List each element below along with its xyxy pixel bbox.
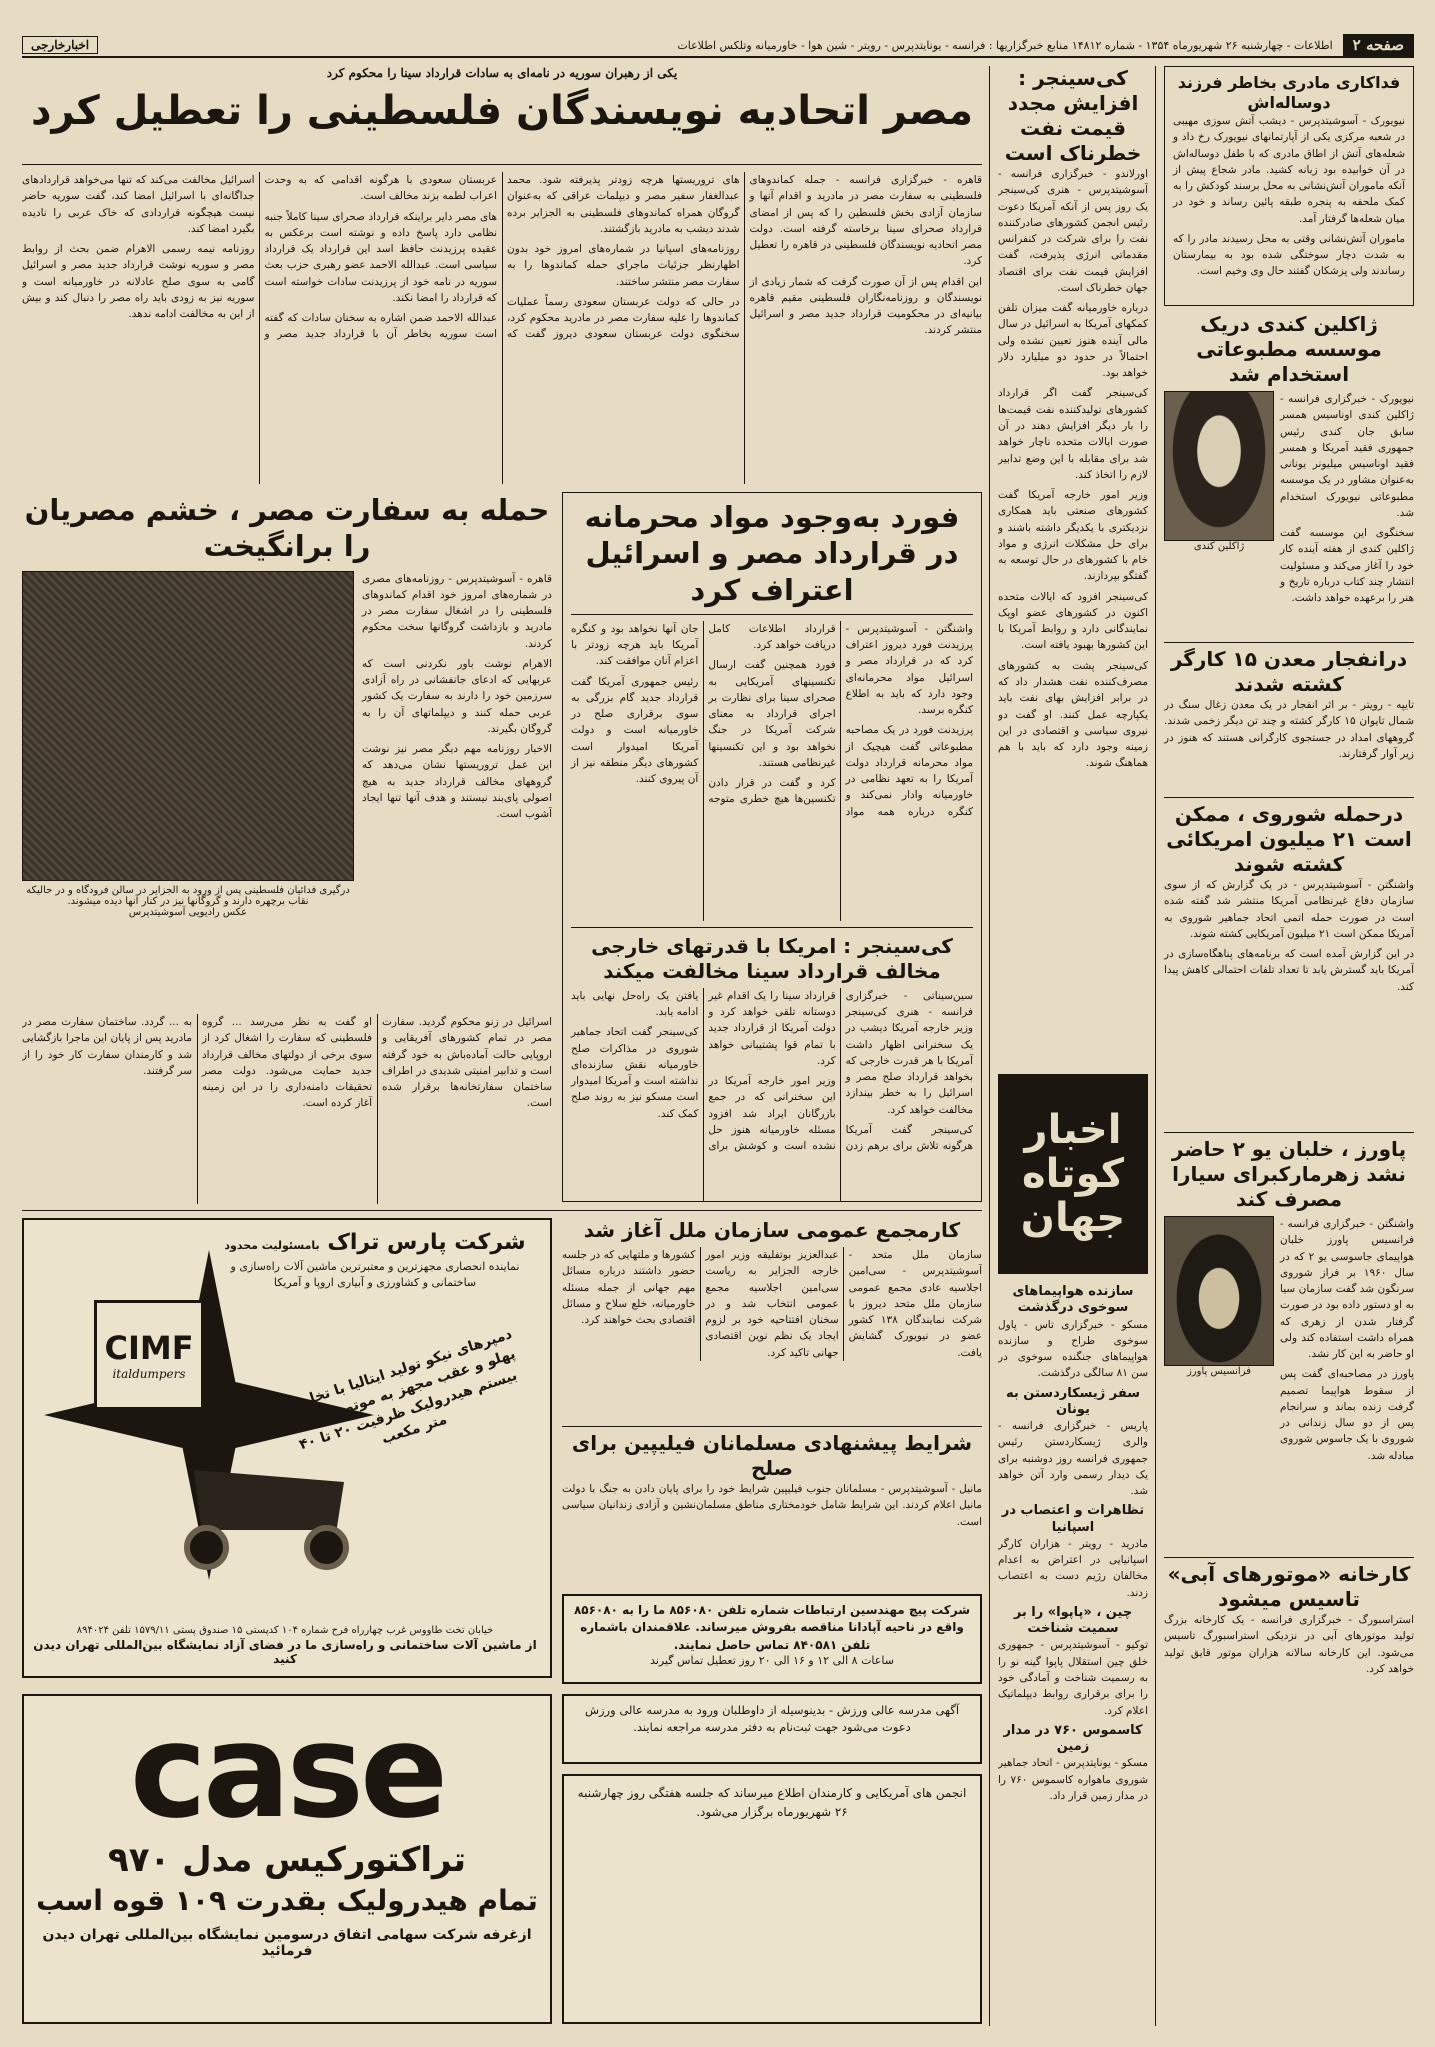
oil-body-1: اورلاندو - خبرگزاری فرانسه - آسوشیتدپرس - هنری کی‌سینجر یک روز پس از آنکه آمریکا دعوت رئیس انجمن کشورهای صادرکننده نفت را برای شرکت در کنفرانس مقدماتی انرژی پذیرفت، گفت افزایش قیمت نفت برای اقتصاد جهان خطرناک است. [998, 168, 1148, 294]
oil-body-3: کی‌سینجر گفت اگر قرارداد کشورهای تولیدکننده نفت قیمت‌ها را بار دیگر افزایش دهند در آن صورت ایالات متحده ناچار خواهد شد برای مقابله با این وضع تدابیر لازم را اتخاذ کند. [998, 387, 1148, 481]
attack-body-2: الاهرام نوشت باور نکردنی است که عربهایی که ادعای جانفشانی در راه آزادی سرزمین خود را دارند به سفارت یک کشور عربی حمله کنند و دیپلماتهای آن را به گروگان بگیرند. [362, 657, 552, 735]
pipe-ad-text: شرکت پیچ مهندسین ارتباطات شماره تلفن ۸۵۶۰۸۰ ما را به ۸۵۶۰۸۰ واقع در ناحیه آپادانا مناقصه بفروش میرساند. علاقمندان باشماره تلفن ۸۴۰۵۸۱ تماس حاصل نمایند. [573, 1603, 971, 1652]
pipe-ad-note: ساعات ۸ الی ۱۲ و ۱۶ الی ۲۰ روز تعطیل تماس گیرند [650, 1654, 894, 1668]
short-news-item: سازنده هواپیماهای سوخوی درگذشت مسکو - خبرگزاری تاس - پاول سوخوی طراح و سازنده هواپیماهای جنگنده سوخوی در سن ۸۱ سالگی درگذشت. [998, 1284, 1148, 1380]
powers-body-2: پاورز در مصاحبه‌ای گفت پس از سقوط هواپیما تصمیم گرفت زنده بماند و سرانجام پس از دو سال زندانی در شوروی با یک جاسوس شوروی مبادله شد. [1280, 1368, 1414, 1462]
oil-body-2: درباره خاورمیانه گفت میزان تلفن کمکهای آمریکا به اسرائیل در سال مالی آینده هنوز تعیین نشده ولی احتمالاً در حدود دو میلیارد دلار خواهد بود. [998, 302, 1148, 380]
main-body-2: این اقدام پس از آن صورت گرفت که شمار زیادی از نویسندگان و روزنامه‌نگاران فلسطینی مقیم قاهره بیانیه‌ای در محکومیت قرارداد جدید مصر و اسرائیل منتشر کردند. [749, 275, 982, 337]
short-news-item: کاسموس ۷۶۰ در مدار زمین مسکو - یونایتدپرس - اتحاد جماهیر شوروی ماهواره کاسموس ۷۶۰ را در مدار زمین قرار داد. [998, 1722, 1148, 1802]
sports-ad-text: آگهی مدرسه عالی ورزش - بدینوسیله از داوطلبان ورود به مدرسه عالی ورزش دعوت می‌شود جهت ثبت‌نام به دفتر مدرسه مراجعه نمایند. [584, 1703, 960, 1734]
jackie-caption: ژاکلین کندی [1193, 541, 1245, 552]
masthead-line: اطلاعات - چهارشنبه ۲۶ شهریورماه ۱۳۵۴ - شماره ۱۴۸۱۲ منابع خبرگزاریها : فرانسه - یونایتدپرس - رویتر - شین هوا - خاورمیانه وتلکس اطلاعات [677, 38, 1333, 52]
un-story [562, 1218, 982, 1418]
powers-photo [1164, 1216, 1274, 1366]
short-news-list [998, 1284, 1148, 2029]
ford-headline: فورد به‌وجود مواد محرمانه در قرارداد مصر و اسرائیل اعتراف کرد [584, 500, 960, 607]
jackie-body-2: سخنگوی این موسسه گفت ژاکلین کندی از هفته آینده کار خود را آغاز می‌کند و مسئولیت انتشار چند کتاب درباره تاریخ و هنر را برعهده خواهد داشت. [1280, 527, 1414, 605]
ford-story-box [562, 492, 982, 1202]
main-kicker: یکی از رهبران سوریه در نامه‌ای به سادات قرارداد سینا را محکوم کرد [326, 66, 678, 80]
right-column [1164, 66, 1414, 2026]
sports-school-ad [562, 1694, 982, 1764]
mother-headline: فداکاری مادری بخاطر فرزند دوساله‌اش [1177, 73, 1401, 112]
ford-body-2: پرزیدنت فورد در یک مصاحبه مطبوعاتی گفت هیچیک از مواد محرمانه قرارداد دولت آمریکا را به تعهد نظامی در خاورمیانه وادار نمی‌کند و کنگره درباره همه مواد قرارداد اطلاعات کامل دریافت خواهد کرد. [708, 622, 973, 818]
un-body-3: کشورها و ملتهایی که در جلسه حضور داشتند درباره مسائل مهم جهانی از جمله مسئله خاورمیانه، خلع سلاح و مسائل اقتصادی بحث خواهند کرد. [562, 1249, 696, 1327]
attack-body-4: اسرائیل در زنو محکوم گردید. سفارت مصر در تمام کشورهای آفریقایی و اروپایی حالت آماده‌باش به خود گرفته است و تدابیر امنیتی شدیدی در اطراف ساختمان سفارتخانه‌ها برقرار شده است. [382, 1016, 552, 1110]
opponents-body-3: وزیر امور خارجه آمریکا در این سخنرانی که در جمع بازرگانان ایراد شد افزود مسئله خاورمیانه هنوز حل نشده است و کوشش برای یافتن یک راه‌حل نهایی باید ادامه یابد. [571, 989, 836, 1153]
ford-body-3: فورد همچنین گفت ارسال تکنسینهای آمریکایی به صحرای سینا برای نظارت بر اجرای قرارداد به معنای شرکت آمریکا در جنگ نخواهد بود و این تکنسینها غیرنظامی هستند. [708, 659, 836, 769]
main-body-7: عبدالله الاحمد ضمن اشاره به سخنان سادات که گفته است سوریه بخاطر آن با قرارداد جدید مصر و اسرائیل مخالفت می‌کند که تنها می‌خواهد قراردادهای جداگانه‌ای با اسرائیل امضا کند، گفت سوریه حاضر نیست هیچگونه قراردادی که خاک عربی را نادیده بگیرد امضا کند. [22, 174, 497, 341]
kissinger-oil-column [998, 66, 1148, 1066]
kissinger-opponents-headline: کی‌سینجر : امریکا با قدرتهای خارجی مخالف قرارداد سینا مخالفت میکند [591, 933, 953, 983]
mine-body: تایپه - رویتر - بر اثر انفجار در یک معدن زغال سنگ در شمال تایوان ۱۵ کارگر کشته و چند تن دیگر زخمی شدند. گروههای امداد در جستجوی کارگرانی هستند که هنوز در زیر آوار گرفتارند. [1164, 699, 1414, 760]
soviet-attack-story [1164, 802, 1414, 1132]
main-story-body [22, 172, 982, 484]
un-headline: کارمجمع عمومی سازمان ملل آغاز شد [583, 1218, 961, 1242]
short-news-item: سفر ژیسکاردستن به یونان پاریس - خبرگزاری فرانسه - والری ژیسکاردستن رئیس جمهوری فرانسه روز دوشنبه برای یک دیدار رسمی وارد آتن خواهد شد. [998, 1385, 1148, 1498]
section-label: اخبارخارجی [22, 36, 98, 54]
main-body-5: در حالی که دولت عربستان سعودی رسماً عملیات کماندوها را علیه سفارت مصر در مادرید محکوم کرد، سخنگوی دولت عربستان سعودی دیروز گفت که عربستان سعودی با هرگونه اقدامی که به وحدت اعراب لطمه بزند مخالف است. [264, 174, 740, 341]
pars-trac-company: شرکت پارس تراک بامسئولیت محدود [224, 1230, 526, 1255]
philippines-headline: شرایط پیشنهادی مسلمانان فیلیپین برای صلح [571, 1431, 973, 1480]
notice-text: انجمن های آمریکایی و کارمندان اطلاع میرساند که جلسه هفتگی روز چهارشنبه ۲۶ شهریورماه برگزار می‌شود. [577, 1786, 967, 1819]
attack-headline: حمله به سفارت مصر ، خشم مصریان را برانگیخت [24, 493, 550, 564]
main-headline: مصر اتحادیه نویسندگان فلسطینی را تعطیل کرد [31, 88, 973, 134]
soviet-body-2: در این گزارش آمده است که برنامه‌های پناهگاه‌سازی در آمریکا باید گسترش یابد تا تعداد تلفات احتمالی کاهش پیدا کند. [1164, 948, 1414, 993]
oil-body-5: کی‌سینجر افزود که ایالات متحده اکنون در کشورهای عضو اوپک نمایندگانی دارد و روابط آمریکا با این کشورها بهبود یافته است. [998, 590, 1148, 652]
short-news-title-2: کوتاه [1022, 1151, 1124, 1197]
powers-headline: پاورز ، خلبان یو ۲ حاضر نشد زهرمارکبرای سیارا مصرف کند [1171, 1137, 1407, 1211]
main-body-8: روزنامه نیمه رسمی الاهرام ضمن بحث از روابط مصر و سوریه نوشت قرارداد جدید مصر و اسرائیل گامی به سوی صلح عادلانه در خاورمیانه است و سوریه نیز به زودی باید راه مصر را دنبال کند و بیش از این به مخالفت ادامه ندهد. [22, 243, 255, 321]
mother-story-box [1164, 66, 1414, 306]
opponents-body-4: کی‌سینجر گفت اتحاد جماهیر شوروی در مذاکرات صلح خاورمیانه نقش سازنده‌ای نداشته است و آمریکا امیدوار است مسکو نیز به روند صلح کمک کند. [571, 1026, 699, 1120]
motor-body: استراسبورگ - خبرگزاری فرانسه - یک کارخانه بزرگ تولید موتورهای آبی در نزدیکی استراسبورگ تاسیس می‌شود. این کارخانه سالانه هزاران موتور قایق تولید خواهد کرد. [1164, 1614, 1414, 1675]
philippines-body: مانیل - آسوشیتدپرس - مسلمانان جنوب فیلیپین شرایط خود را برای پایان دادن به جنگ با دولت مانیل اعلام کردند. این شرایط شامل خودمختاری مناطق مسلمان‌نشین و آزادی زندانیان سیاسی است. [562, 1483, 982, 1528]
masthead [22, 34, 1414, 58]
notice-ad [562, 1774, 982, 2024]
oil-body-6: کی‌سینجر پشت به کشورهای مصرف‌کننده نفت هشدار داد که در برابر افزایش بهای نفت باید یکپارچه عمل کنند. او گفت دو نیروی سیاسی و اقتصادی در این زمینه وجود دارد که باید با هم هماهنگ شوند. [998, 659, 1148, 770]
short-news-item: تظاهرات و اعتصاب در اسپانیا مادرید - رویتر - هزاران کارگر اسپانیایی در اعتراض به اعدام مخالفان رژیم دست به اعتصاب زدند. [998, 1503, 1148, 1599]
main-body-4: روزنامه‌های اسپانیا در شماره‌های امروز خود بدون اظهارنظر جزئیات ماجرای حمله کماندوها را به سفارت مصر منتشر ساختند. [507, 243, 740, 288]
soviet-headline: درحمله شوروی ، ممکن است ۲۱ میلیون امریکائی کشته شوند [1166, 802, 1412, 876]
attack-story-cont [22, 1014, 552, 1204]
page-number: صفحه ۲ [1343, 34, 1414, 56]
un-body-2: عبدالعزیز بوتفلیقه وزیر امور خارجه الجزایر به ریاست سی‌امین اجلاسیه مجمع عمومی انتخاب شد و در سخنان افتتاحیه خود بر لزوم ایجاد یک نظم نوین اقتصادی جهانی تاکید کرد. [705, 1249, 839, 1359]
attack-body-6: به ... گردد. ساختمان سفارت مصر در مادرید پس از پایان این ماجرا بازگشایی شد و کارمندان سفارت کار خود را از سر گرفتند. [22, 1016, 192, 1077]
powers-caption: فرانسیس پاورز [1186, 1366, 1252, 1377]
opponents-body-2: کی‌سینجر گفت آمریکا هرگونه تلاش برای برهم زدن قرارداد سینا را یک اقدام غیر دوستانه تلقی خواهد کرد و دولت آمریکا از قرارداد جدید با تمام قوا پشتیبانی خواهد کرد. [708, 989, 973, 1153]
mother-body-1: نیویورک - آسوشیتدپرس - دیشب آتش سوزی مهیبی در شعبه مرکزی یکی از آپارتمانهای نیویورک رخ داد و شعله‌های آتش از اطاق مادری که با طفل دوساله‌اش در آن خوابیده بود زبانه کشید. مادر شجاع پیش از آنکه ماموران آتش‌نشانی به محل برسند کودکش را به کمک ملحفه به پنجره طبقه پائین رساند و خود در میان شعله‌ها گرفتار آمد. [1173, 115, 1405, 225]
motor-headline: کارخانه «موتورهای آبی» تاسیس میشود [1167, 1562, 1411, 1611]
main-body-6: های مصر دایر براینکه قرارداد صحرای سینا کاملاً جنبه نظامی دارد پاسخ داده و نوشته است برعکس به عقیده پرزیدنت حافظ اسد این قرارداد یک قرارداد سیاسی است. عبدالله الاحمد عضو رهبری حزب بعث سوریه در نامه خود از پرزیدنت سادات خواسته است که قرارداد را امضا نکند. [264, 210, 497, 304]
pars-trac-slogan: دمپرهای نیکو تولید ایتالیا با تخلیه از پهلو و عقب مجهز به موتور دویتس بیستم هیدرولیک ظرفیت ۲۰ تا ۴۰ متر مکعب [276, 1326, 520, 1453]
case-line1: تراکتورکیس مدل ۹۷۰ [108, 1840, 466, 1880]
ford-body-1: واشنگتن - آسوشیتدپرس - پرزیدنت فورد دیروز اعتراف کرد که در قرارداد مصر و اسرائیل مواد محرمانه‌ای وجود دارد که باید به اطلاع کنگره برسد. [845, 622, 973, 717]
pars-trac-ad [22, 1218, 552, 1678]
jackie-headline: ژاکلین کندی دریک موسسه مطبوعاتی استخدام شد [1196, 312, 1382, 386]
pars-trac-footer: از ماشین آلات ساختمانی و راه‌سازی ما در فضای آزاد نمایشگاه بین‌المللی تهران دیدن کنید [33, 1638, 537, 1666]
motor-story [1164, 1562, 1414, 1862]
philippines-story [562, 1426, 982, 1586]
cimf-logo: CIMF italdumpers [94, 1300, 204, 1410]
short-news-title-3: جهان [1020, 1195, 1126, 1241]
main-body-3: های تروریستها هرچه زودتر پذیرفته شود. محمد عبدالغفار سفیر مصر و دیپلمات عراقی که به‌عنوان گروگان همراه کماندوهای فلسطینی به الجزایر برده شدند دیشب به مادرید بازگشتند. [507, 174, 740, 235]
case-tractor-ad [22, 1694, 552, 2024]
jackie-story [1164, 312, 1414, 642]
case-logo: case [129, 1695, 445, 1847]
attack-photo [22, 571, 354, 881]
attack-caption: درگیری فدائیان فلسطینی پس از ورود به الجزایر در سالن فرودگاه و در حالیکه نقاب برچهره دارند و گروگانها نیز در کنار آنها دیده میشوند. [26, 884, 350, 907]
oil-body-4: وزیر امور خارجه آمریکا گفت کشورهای صنعتی باید همکاری نزدیکتری با یکدیگر داشته باشند و برای حل مشکلات انرژی و مواد خام با کشورهای در حال توسعه به گفتگو بپردازند. [998, 489, 1148, 583]
newspaper-page [22, 34, 1414, 2030]
kissinger-oil-headline: کی‌سینجر : افزایش مجدد قیمت نفت خطرناک است [1004, 66, 1142, 165]
pars-trac-address: خیابان تخت طاووس غرب چهارراه فرح شماره ۱۰۴ کدپستی ۱۵ صندوق پستی ۱۵۷۹/۱۱ تلفن ۸۹۴۰۲۴ [76, 1625, 494, 1636]
pars-trac-intro: نماینده انحصاری مجهزترین و معتبرترین ماشین آلات راه‌سازی و ساختمانی و کشاورزی و آبیاری اروپا و آمریکا [230, 1260, 520, 1289]
case-line2: تمام هیدرولیک بقدرت ۱۰۹ قوه اسب [36, 1884, 538, 1917]
mine-headline: درانفجار معدن ۱۵ کارگر کشته شدند [1170, 647, 1408, 696]
attack-photo-credit: عکس رادیویی آسوشیتدپرس [128, 906, 248, 918]
short-news-title [998, 1074, 1148, 1274]
main-story-header [22, 66, 982, 162]
ford-body-4: کرد و گفت در قرار دادن تکنسین‌ها هیچ خطری متوجه جان آنها نخواهد بود و کنگره آمریکا باید هرچه زودتر با اعزام آنان موافقت کند. [571, 622, 836, 806]
soviet-body-1: واشنگتن - آسوشیتدپرس - در یک گزارش که از سوی سازمان دفاع غیرنظامی آمریکا منتشر شد گفته شده است در صورت حمله اتمی اتحاد جماهیر شوروی به آمریکا ممکن است ۲۱ میلیون آمریکایی کشته شوند. [1164, 879, 1414, 940]
mine-story [1164, 647, 1414, 797]
attack-body-3: الاخبار روزنامه مهم دیگر مصر نیز نوشت این عمل تروریستها نشان می‌دهد که گروههای مخالف قرارداد جدید به هیچ اصولی پای‌بند نیستند و هدف آنها تنها ایجاد آشوب است. [362, 743, 552, 821]
ford-body-5: رئیس جمهوری آمریکا گفت قرارداد جدید گام بزرگی به سوی برقراری صلح در خاورمیانه است و دولت آمریکا امیدوار است کشورهای دیگر منطقه نیز از آن پیروی کنند. [571, 675, 699, 786]
attack-body-1: قاهره - آسوشیتدپرس - روزنامه‌های مصری در شماره‌های امروز خود اقدام کماندوهای فلسطینی را در اشغال سفارت مصر در مادرید و بازداشت گروگانها سخت محکوم کردند. [362, 572, 552, 650]
jackie-body-1: نیویورک - خبرگزاری فرانسه - ژاکلین کندی اوناسیس همسر سابق جان کندی رئیس جمهوری فقید آمریکا و همسر فقید اوناسیس میلیونر یونانی به‌عنوان مشاور در یک موسسه مطبوعاتی نیویورک استخدام شد. [1280, 393, 1414, 519]
un-body-1: سازمان ملل متحد - آسوشیتدپرس - سی‌امین اجلاسیه عادی مجمع عمومی سازمان ملل متحد دیروز با شرکت نمایندگان ۱۳۸ کشور عضو در نیویورک گشایش یافت. [848, 1249, 982, 1359]
short-news-item: چین ، «پاپوا» را بر سمیت شناخت توکیو - آسوشیتدپرس - جمهوری خلق چین استقلال پاپوا گینه نو را به رسمیت شناخت و آمادگی خود را برای برقراری روابط دیپلماتیک اعلام کرد. [998, 1604, 1148, 1717]
attack-story [22, 492, 552, 1012]
attack-body-5: او گفت به نظر می‌رسد ... گروه فلسطینی که سفارت را اشغال کرد از سوی برخی از دولتهای مخالف قرارداد جدید حمایت می‌شود. دولت مصر تحقیقات دامنه‌داری را در این زمینه آغاز کرده است. [202, 1016, 372, 1110]
main-body-1: قاهره - خبرگزاری فرانسه - جمله کماندوهای فلسطینی به سفارت مصر در مادرید و اقدام آنها و سازمان آزادی بخش فلسطین را که پس از امضای قرارداد صحرای سینا برخاسته گرفته است. دولت مصر اتحادیه نویسندگان فلسطینی در قاهره را تعطیل کرد. [749, 174, 982, 268]
jackie-photo [1164, 391, 1274, 541]
powers-body-1: واشنگتن - خبرگزاری فرانسه - فرانسیس پاورز خلبان هواپیمای جاسوسی یو ۲ که در سال ۱۹۶۰ بر فراز شوروی سرنگون شد گفت سازمان سیا به او دستور داده بود در صورت گرفتار شدن از زهری که همراه داشت استفاده کند ولی او حاضر به این کار نشد. [1280, 1218, 1414, 1361]
mother-body-2: ماموران آتش‌نشانی وقتی به محل رسیدند مادر را که به شدت دچار سوختگی شده بود به بیمارستان رساندند ولی پزشکان گفتند حال وی وخیم است. [1173, 232, 1405, 278]
dumper-graphic [174, 1470, 364, 1570]
case-footer: ازغرفه شرکت سهامی اتفاق درسومین نمایشگاه بین‌المللی تهران دیدن فرمائید [42, 1927, 532, 1959]
powers-story [1164, 1137, 1414, 1557]
opponents-body-1: سین‌سیناتی - خبرگزاری فرانسه - هنری کی‌سینجر وزیر خارجه آمریکا دیشب در یک سخنرانی اظهار داشت آمریکا با هر قدرت خارجی که بخواهد قرارداد صلح مصر و اسرائیل را به خطر بیندازد مخالفت خواهد کرد. [845, 989, 973, 1116]
short-news-title-1: اخبار [1024, 1107, 1122, 1153]
pipe-co-ad [562, 1594, 982, 1684]
